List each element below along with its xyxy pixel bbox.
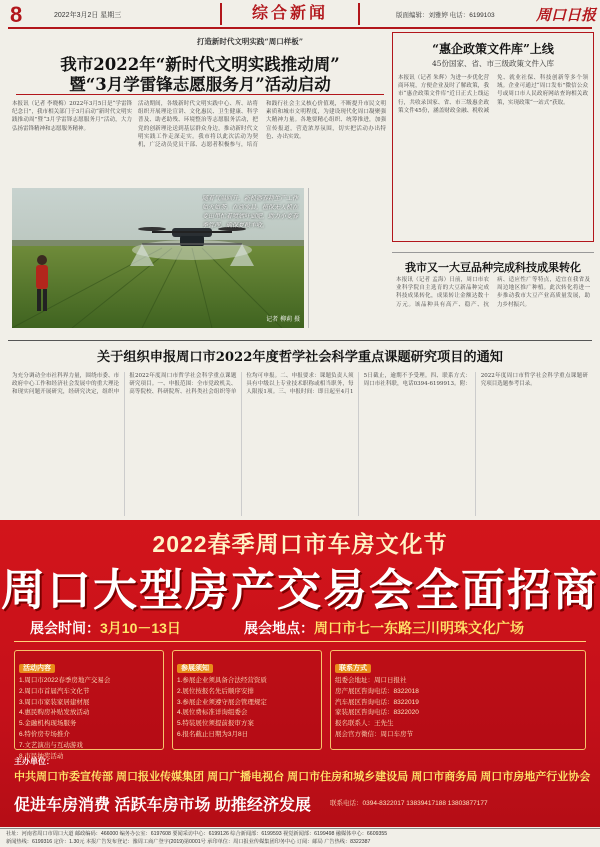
exhibitor-notes-heading: 参展须知 bbox=[177, 664, 213, 673]
notice-rule bbox=[8, 340, 592, 341]
exhibitor-note-item: 4.展位费标准详询组委会 bbox=[177, 709, 248, 717]
notice-title: 关于组织申报周口市2022年度哲学社会科学重点课题研究项目的通知 bbox=[97, 350, 503, 365]
footer-line-2: 新闻热线：6199316 定价：1.30元 本报广告发布登记：豫周工商广登字(2019)第0001号 承印单位：周口报业传媒集团印务中心 订阅：邮局 广告热线：8322387 bbox=[6, 839, 371, 845]
sponsor-label: 主办单位： bbox=[14, 757, 54, 766]
notice-body: 为充分调动全市社科界力量，围绕市委、市政府中心工作和经济社会发展中的重大理论和现实问题开展研究，经研究决定，组织申报2022年度周口市哲学社会科学重点课题研究项目。一、申报范围：全市党政机关、高等院校、科研院所、社科类社会组织等单位均可申报。二、申报要求：课题负责人须具有中级以上专业技术职称或相当职务，每人限报1项。三、申报时间：即日起至4月15日截止，逾期不予受理。四、联系方式：周口市社科联，电话0394-6199913。附：2022年度周口市哲学社会科学重点课题研究项目选题参考目录。 bbox=[12, 373, 588, 396]
exhibitor-notes-box bbox=[172, 650, 322, 750]
activity-item: 2.周口市首届汽车文化节 bbox=[19, 687, 90, 695]
issue-date: 2022年3月2日 星期三 bbox=[54, 12, 122, 19]
poster-place bbox=[244, 618, 524, 638]
lead-title-rule bbox=[16, 94, 384, 95]
side1-title: “惠企政策文件库”上线 bbox=[432, 42, 554, 56]
activity-item: 7.文艺演出与互动游戏 bbox=[19, 741, 83, 749]
activity-item: 4.惠民购房补贴发放活动 bbox=[19, 709, 90, 717]
exhibitor-note-item: 1.参展企业须具备合法经营资质 bbox=[177, 677, 267, 684]
contact-item: 报名联系人：王先生 bbox=[335, 720, 394, 728]
lead-body-continued bbox=[308, 188, 386, 328]
contact-heading: 联系方式 bbox=[335, 664, 371, 673]
poster-time bbox=[30, 618, 181, 638]
poster-time-value: 3月10－13日 bbox=[100, 620, 181, 636]
section-title: 综合新闻 bbox=[220, 3, 360, 25]
contact-item: 房产展区咨询电话：8322018 bbox=[335, 687, 419, 695]
news-photo bbox=[12, 188, 304, 328]
activity-item: 1.周口市2022春季房地产交易会 bbox=[19, 677, 111, 684]
exhibitor-note-item: 2.展位按报名先后顺序安排 bbox=[177, 687, 254, 695]
activities-box bbox=[14, 650, 164, 760]
lead-byline: 本报讯（记者 李晓梅）2022年3月5日是“学雷锋纪念日”，我市相关部门于3月启动“新时代文明实践推动周”暨“3月学雷锋志愿服务月”活动，大力弘扬雷锋精神和志愿服务精神。 bbox=[12, 101, 132, 132]
side2-title: 我市又一大豆品种完成科技成果转化 bbox=[392, 252, 594, 275]
poster-contact: 联系电话：0394-8322017 13839417188 13803877177 bbox=[330, 800, 488, 807]
activities-list bbox=[19, 676, 159, 762]
poster-place-label: 展会地点： bbox=[244, 620, 314, 636]
footer-line-1: 社址：河南省周口市周口大道 邮政编码：466000 编务办公室：6197608 要闻采访中心：6199126 综合新闻部：6199593 视觉新闻部：6199498 融媒体中心：6609355 bbox=[6, 831, 388, 837]
poster-divider bbox=[14, 641, 586, 642]
lead-kicker: 打造新时代文明实践“周口样板” bbox=[196, 37, 304, 46]
lead-body: 活动期间，各级新时代文明实践中心、所、站将组织开展理论宣讲、文化惠民、卫生健康、科学普及、助老助残、环境整治等志愿服务活动，把党的创新理论送到基层群众身边，推动新时代文明实践工作走深走实。我市将以此次活动为契机，广泛动员党员干部、志愿者积极参与，培育和践行社会主义核心价值观，不断提升市民文明素质和城市文明程度，为建设现代化周口凝聚强大精神力量。各地要精心组织、统筹推进，加强宣传报道，营造浓厚氛围，切实把活动办出特色、办出实效。 bbox=[138, 101, 386, 149]
sponsor-list: 中共周口市委宣传部 周口报业传媒集团 周口广播电视台 周口市住房和城乡建设局 周口市商务局 周口市房地产行业协会 bbox=[14, 771, 591, 783]
side2-body: 本报讯（记者 孟海）日前，周口市农业科学院自主选育的大豆新品种完成科技成果转化，成果转让金额达数十万元。该品种具有高产、稳产、抗病、适应性广等特点，适宜在我省及周边地区推广种植。此次转化将进一步推动我市大豆产业高质量发展，助力乡村振兴。 bbox=[396, 277, 590, 308]
contact-item: 组委会地址：周口日报社 bbox=[335, 677, 407, 684]
poster-place-value: 周口市七一东路三川明珠文化广场 bbox=[314, 620, 524, 636]
side1-body: 本报讯（记者 朱辉）为进一步优化营商环境，方便企业及时了解政策，我市“惠企政策文件库”近日正式上线运行，共收录国家、省、市三级惠企政策文件45份，涵盖财政金融、税收减免、就业社保、科技创新等多个领域。企业可通过“周口发布”微信公众号或周口市人民政府网站查询相关政策，实现政策“一站式”获取。 bbox=[398, 75, 588, 114]
newspaper-logo: 周口日报 bbox=[536, 6, 597, 24]
poster-slogan: 促进车房消费 活跃车房市场 助推经济发展 bbox=[14, 797, 311, 814]
editor-line: 版面编辑：刘雅婷 电话：6199103 bbox=[396, 12, 495, 19]
activity-item: 3.周口市家装家居建材展 bbox=[19, 698, 90, 706]
lead-title-line2: 暨“3月学雷锋志愿服务月”活动启动 bbox=[69, 75, 331, 94]
expo-poster bbox=[0, 520, 600, 827]
side1-subtitle: 45份国家、省、市三级政策文件入库 bbox=[431, 59, 555, 68]
activity-item: 8.市民抽奖活动 bbox=[19, 752, 64, 760]
contact-box bbox=[330, 650, 586, 750]
photo-caption: 随着气温回升，新机器春耕生产工作如火如荼。在商水县，植保无人机在麦田里忙着喷洒叶面肥，助力小麦春季管理，确保夏粮丰收。 bbox=[202, 195, 299, 229]
contact-item: 家装展区咨询电话：8322020 bbox=[335, 709, 419, 717]
contact-list bbox=[335, 676, 581, 741]
page-footer bbox=[0, 828, 600, 847]
exhibitor-note-item: 3.参展企业须遵守展会管理规定 bbox=[177, 698, 267, 706]
contact-item: 展会官方微信：周口车房节 bbox=[335, 730, 413, 738]
page-number: 8 bbox=[10, 2, 23, 27]
exhibitor-note-item: 5.特装展位须提前报审方案 bbox=[177, 720, 254, 728]
photo-credit: 记者 柳莉 摄 bbox=[266, 316, 300, 323]
header-rule bbox=[8, 27, 592, 29]
poster-time-label: 展会时间： bbox=[30, 620, 100, 636]
activity-item: 5.金融机构现场服务 bbox=[19, 720, 77, 728]
poster-title: 2022春季周口市车房文化节 bbox=[152, 531, 448, 557]
exhibitor-notes-list bbox=[177, 676, 317, 741]
contact-item: 汽车展区咨询电话：8322019 bbox=[335, 698, 419, 706]
lead-title-line1: 我市2022年“新时代文明实践推动周” bbox=[60, 55, 340, 74]
poster-headline: 周口大型房产交易会全面招商 bbox=[1, 566, 599, 615]
activity-item: 6.特价房专场推介 bbox=[19, 730, 70, 738]
exhibitor-note-item: 6.报名截止日期为3月8日 bbox=[177, 730, 249, 738]
activities-heading: 活动内容 bbox=[19, 664, 55, 673]
